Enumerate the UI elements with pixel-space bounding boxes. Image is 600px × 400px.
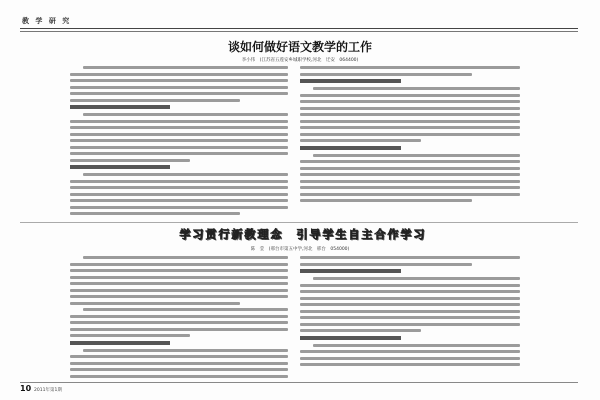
footer-rule <box>20 382 578 383</box>
section-label: 教 学 研 究 <box>22 17 72 25</box>
article-divider <box>20 222 578 223</box>
article2-column-left <box>70 256 288 380</box>
article2-subheading-2 <box>300 269 401 273</box>
article1-subheading-3 <box>300 79 401 83</box>
issue-label: 2011年第1期 <box>34 388 62 393</box>
article1-subheading-1 <box>70 105 170 109</box>
article1-byline: 李小伟 (江苏省五莲安乡城职学校,河北 迁安 064400) <box>241 58 359 63</box>
article1-column-right <box>300 66 520 218</box>
article2-subheading-1 <box>70 341 170 345</box>
article2-title: 学习贯行新教理念 引导学生自主合作学习 <box>179 227 427 241</box>
article1-title: 谈如何做好语文教学的工作 <box>227 40 372 54</box>
article2-column-right <box>300 256 520 380</box>
article1-column-left <box>70 66 288 218</box>
article1-subheading-2 <box>70 165 170 169</box>
article2-subheading-3 <box>300 336 401 340</box>
article1-subheading-4 <box>300 146 401 150</box>
header-rule <box>20 28 578 29</box>
article2-byline: 陈 莹 (邢台市第五中学,河北 邢台 054000) <box>250 247 350 252</box>
header-rule-thin <box>20 31 578 32</box>
article2-title-banner <box>86 226 520 241</box>
page-number: 10 <box>20 384 32 393</box>
